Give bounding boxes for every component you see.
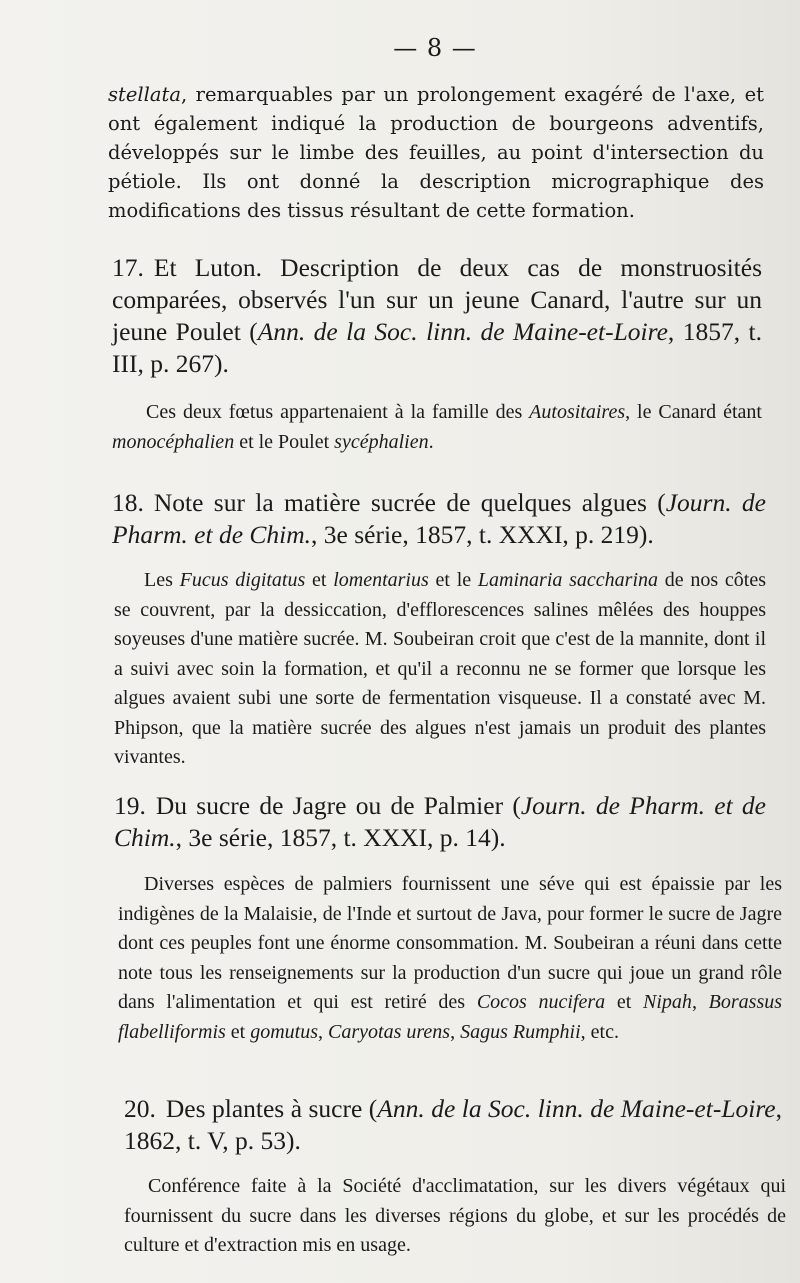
entry-17-title [112,252,762,380]
entry-20-ref: , 1862, t. V, p. 53). [124,1094,782,1155]
entry-20-body-text: Conférence faite à la Société d'acclimatation, sur les divers végétaux qui fournissent du sucre dans les diverses régions du globe, et sur les procédés de culture et d'extraction mis en usage. [124,1175,786,1256]
entry-20-title-text: Des plantes à sucre ( [165,1094,378,1123]
entry-18-italic-2: lomentarius [333,569,429,591]
entry-18-italic-3: Laminaria saccharina [477,569,658,591]
entry-19-ref: , 3e série, 1857, t. XXXI, p. 14). [175,823,506,852]
entry-19-body-text: Diverses espèces de palmiers fournissent une séve qui est épaissie par les indigènes de la Malaisie, de l'Inde et surtout de Java, pour former le sucre de Jagre dont ces peuples font une énorme consommation. M. Soubeiran a réuni dans cette note tous les renseignements sur la production d'un sucre qui joue un grand rôle dans l'alimentation et qui est retiré des [118,873,782,1013]
entry-19-number: 19. [114,791,146,820]
intro-text: , remarquables par un prolongement exagéré de l'axe, et ont également indiqué la production de bourgeons adventifs, développés sur le limbe des feuilles, au point d'intersection du pétiole. Ils ont donné la description micrographique des modifications des tissus résultant de cette formation. [108,83,764,222]
entry-17-ref: , 1857, t. III, p. 267). [112,317,762,378]
entry-18-body-text-3: et le [428,569,478,591]
entry-17-number: 17. [112,253,144,282]
page-number: — 8 — [393,34,477,62]
entry-18-ref: , 3e série, 1857, t. XXXI, p. 219). [311,520,654,549]
entry-17-body-text: Ces deux fœtus appartenaient à la famille des [146,401,530,423]
entry-20-body [124,1172,786,1261]
entry-19-body [118,870,782,1047]
entry-18-number: 18. [112,488,144,517]
entry-18-body [114,566,766,773]
entry-17-body-text-2: , le Canard étant [625,401,762,423]
entry-17-italic-2: monocéphalien [112,430,235,453]
entry-17-body-text-3: et le Poulet [234,430,335,453]
entry-18-body-text: Les [144,569,180,591]
entry-17-title-text: Et Luton. Description de deux cas de monstruosités comparées, observés l'un sur un jeune Canard, l'autre sur un jeune Poulet ( [112,253,762,346]
entry-19-italic-3: Borassus flabelliformis [118,991,783,1043]
entry-17-italic-1: Autositaires [529,401,626,423]
entry-19-body-text-2: et [605,991,644,1013]
entry-19-title [114,790,766,854]
intro-paragraph [108,80,764,225]
entry-18-body-text-2: et [305,569,334,591]
entry-17-journal: Ann. de la Soc. linn. de Maine-et-Loire [257,317,668,346]
entry-19-body-text-4: et [225,1020,251,1043]
entry-19-italic-1: Cocos nucifera [476,991,606,1013]
entry-19-title-text: Du sucre de Jagre ou de Palmier ( [155,791,521,820]
entry-19-body-text-7: , etc. [580,1020,619,1043]
entry-19-journal: Journ. de Pharm. et de Chim. [114,791,766,852]
entry-19-italic-5: Caryotas urens [328,1020,451,1043]
entry-17-italic-3: sycéphalien [334,430,429,453]
entry-18-title-text: Note sur la matière sucrée de quelques algues ( [153,488,666,517]
entry-20-title [124,1093,782,1157]
entry-19-italic-2: Nipah [643,991,692,1013]
entry-19-italic-6: Sagus Rumphii [460,1020,581,1043]
entry-20-number: 20. [124,1094,156,1123]
entry-19-body-text-5: , [318,1020,329,1043]
intro-lead-italic: stellata [108,83,181,106]
entry-17-body-text-4: . [428,430,434,453]
entry-18-journal: Journ. de Pharm. et de Chim. [112,488,767,549]
entry-18-body-text-4: de nos côtes se couvrent, par la dessiccation, d'efflorescences salines mêlées des houppes soyeuses d'une matière sucrée. M. Soubeiran croit que c'est de la mannite, dont il a suivi avec soin la formation, et qu'il a reconnu ne se former que lorsque les algues avaient subi une sorte de fermentation visqueuse. Il a constaté avec M. Phipson, que la matière sucrée des algues n'est jamais un produit des plantes vivantes. [114,569,766,768]
entry-17-body [112,398,762,457]
entry-18-title [112,487,766,551]
entry-19-body-text-3: , [691,991,709,1013]
entry-19-body-text-6: , [450,1020,461,1043]
entry-20-journal: Ann. de la Soc. linn. de Maine-et-Loire [377,1094,776,1123]
entry-19-italic-4: gomutus [250,1020,319,1043]
entry-18-italic-1: Fucus digitatus [179,569,306,591]
